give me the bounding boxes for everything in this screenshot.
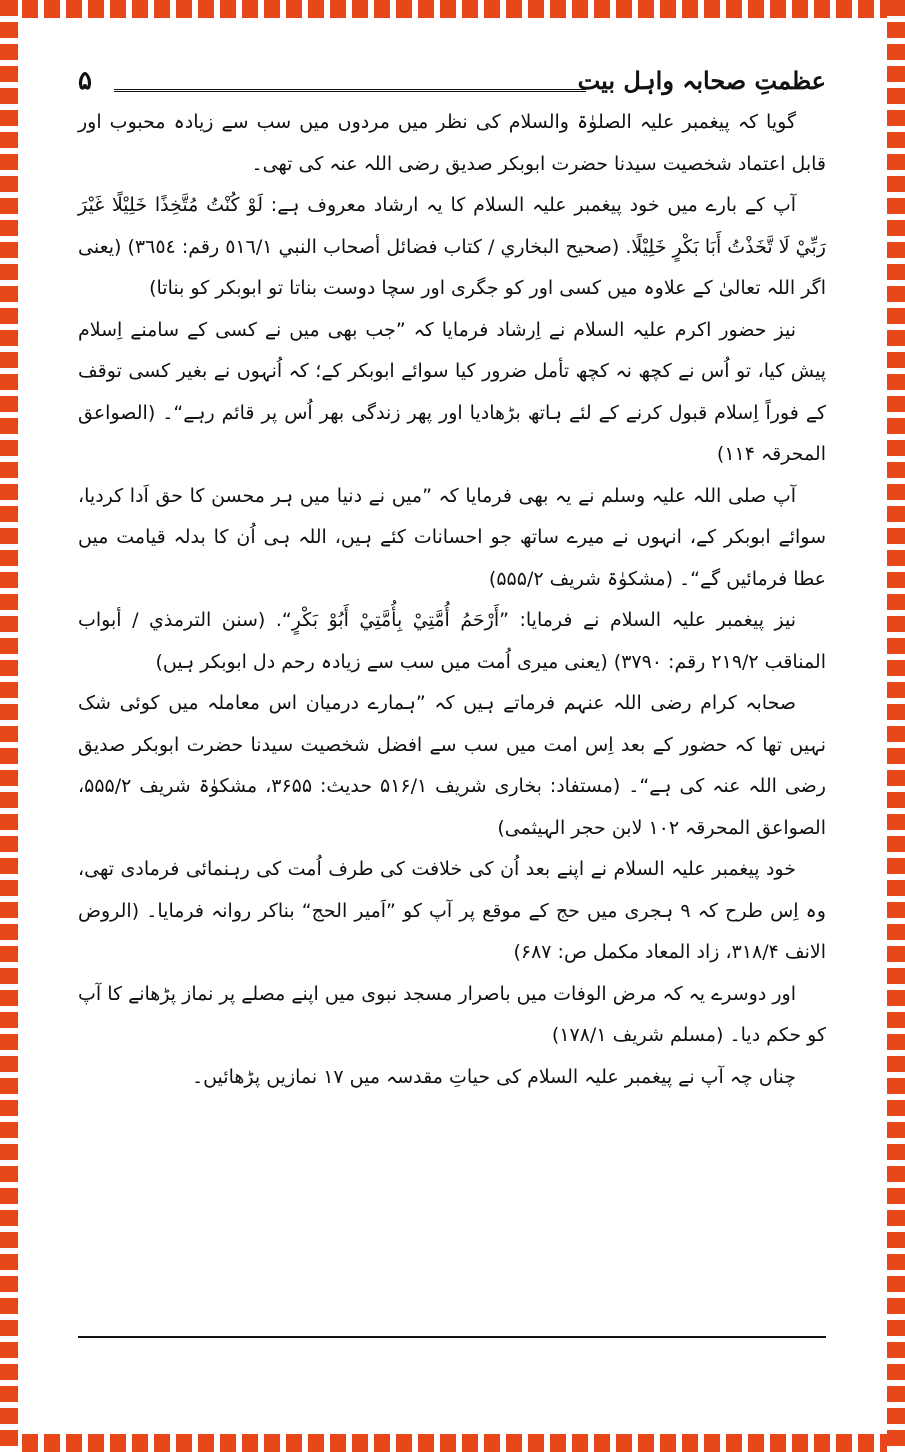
- paragraph-4: آپ صلی اللہ علیہ وسلم نے یہ بھی فرمایا کہ ”میں نے دنیا میں ہر محسن کا حق اَدا کردیا، سوائے ابوبکر کے، انہوں نے میرے ساتھ جو احسانات کئے ہیں، اللہ ہی اُن کا بدلہ قیامت میں عطا فرمائیں گے“۔ (مشکوٰۃ شریف ۵۵۵/۲): [78, 484, 826, 590]
- paragraph-9: چناں چہ آپ نے پیغمبر علیہ السلام کی حیاتِ مقدسہ میں ۱۷ نمازیں پڑھائیں۔: [191, 1065, 796, 1088]
- book-page: [78, 58, 826, 1358]
- paragraph-7: خود پیغمبر علیہ السلام نے اپنے بعد اُن کی خلافت کی طرف اُمت کی رہنمائی فرمادی تھی، وہ اِس طرح کہ ۹ ہجری میں حج کے موقع پر آپ کو ”اَمیر الحج“ بناکر روانہ فرمایا۔ (الروض الانف ۳۱۸/۴، زاد المعاد مکمل ص: ۶۸۷): [78, 858, 826, 963]
- paragraph-5: نیز پیغمبر علیہ السلام نے فرمایا: ”أَرْحَمُ أُمَّتِيْ بِأُمَّتِيْ أَبُوْ بَكْرٍ“. (سنن الترمذي / أبواب المناقب ٢١٩/٢ رقم: ٣٧٩٠) (یعنی میری اُمت میں سب سے زیادہ رحم دل ابوبکر ہیں): [78, 609, 826, 673]
- border-right: [887, 0, 905, 1452]
- page-number: ۵: [78, 66, 92, 96]
- border-bottom: [0, 1434, 905, 1452]
- paragraph-2: آپ کے بارے میں خود پیغمبر علیہ السلام کا یہ ارشاد معروف ہے: لَوْ كُنْتُ مُتَّخِذًا خَلِيْلًا غَيْرَ رَبِّيْ لَا تَّخَذْتُ أَبَا بَكْرٍ خَلِيْلًا. (صحيح البخاري / كتاب فضائل أصحاب النبي ٥١٦/١ رقم: ٣٦٥٤) (یعنی اگر اللہ تعالیٰ کے علاوہ میں کسی اور کو جگری اور سچا دوست بناتا تو ابوبکر کو بناتا): [78, 194, 826, 299]
- footer-rule: [78, 1336, 826, 1338]
- page-header: [78, 58, 826, 96]
- running-title: عظمتِ صحابہ واہل بیت: [577, 66, 826, 95]
- border-left: [0, 0, 18, 1452]
- page-body: [78, 102, 826, 1098]
- header-rule: [114, 89, 586, 92]
- paragraph-6: صحابہ کرام رضی اللہ عنہم فرماتے ہیں کہ ”ہمارے درمیان اس معاملہ میں کوئی شک نہیں تھا کہ حضور کے بعد اِس امت میں سب سے افضل شخصیت سیدنا حضرت ابوبکر صدیق رضی اللہ عنہ کی ہے“۔ (مستفاد: بخاری شریف ۵۱۶/۱ حدیث: ۳۶۵۵، مشکوٰۃ شریف ۵۵۵/۲، الصواعق المحرقہ ۱۰۲ لابن حجر الہیثمی): [78, 692, 826, 839]
- paragraph-1: گویا کہ پیغمبر علیہ الصلوٰۃ والسلام کی نظر میں مردوں میں سب سے زیادہ محبوب اور قابل اعتماد شخصیت سیدنا حضرت ابوبکر صدیق رضی اللہ عنہ کی تھی۔: [78, 111, 826, 175]
- paragraph-3: نیز حضور اکرم علیہ السلام نے اِرشاد فرمایا کہ ”جب بھی میں نے کسی کے سامنے اِسلام پیش کیا، تو اُس نے کچھ نہ کچھ تأمل ضرور کیا سوائے ابوبکر کے؛ کہ اُنہوں نے بغیر کسی توقف کے فوراً اِسلام قبول کرنے کے لئے ہاتھ بڑھادیا اور پھر زندگی بھر اُس پر قائم رہے“۔ (الصواعق المحرقہ ۱۱۴): [78, 318, 826, 465]
- border-top: [0, 0, 905, 18]
- paragraph-8: اور دوسرے یہ کہ مرض الوفات میں باصرار مسجد نبوی میں اپنے مصلے پر نماز پڑھانے کا آپ کو حکم دیا۔ (مسلم شریف ۱۷۸/۱): [78, 982, 826, 1046]
